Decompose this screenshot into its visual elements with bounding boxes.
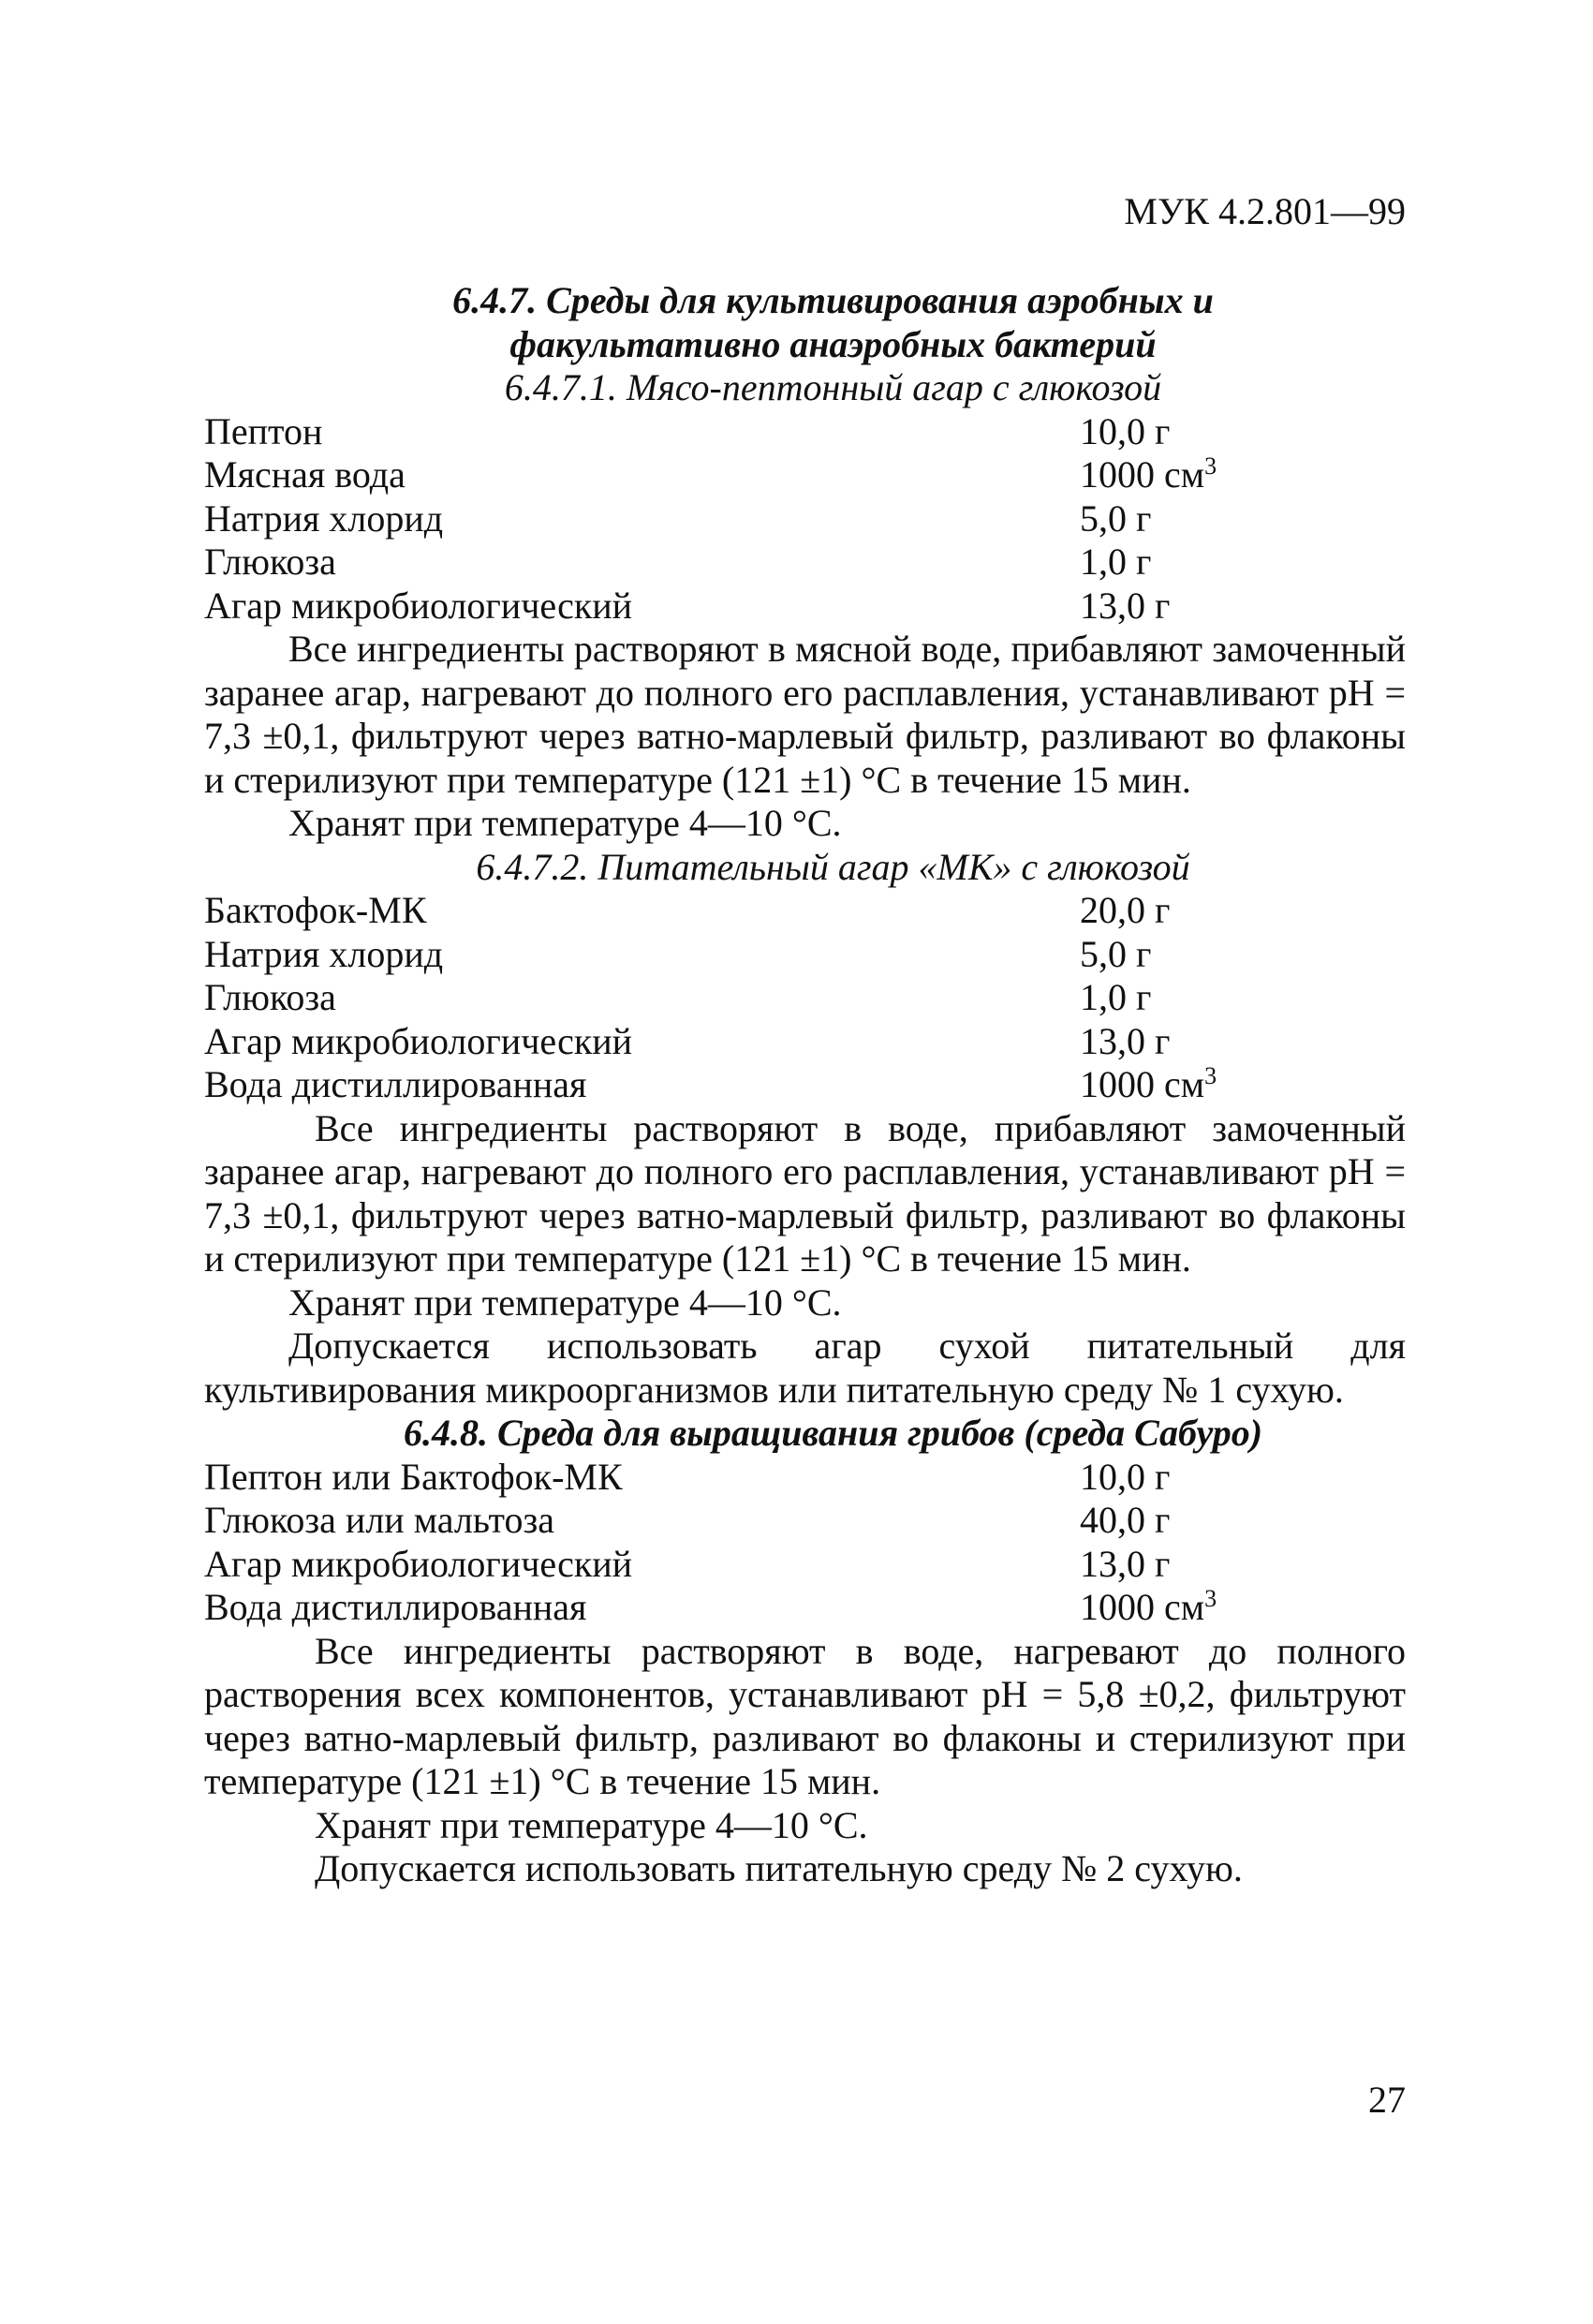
ingredient-qty: 10,0 г (1080, 409, 1171, 452)
ingredient-row (204, 453, 1406, 497)
ingredient-name: Агар микробиологический (204, 584, 633, 627)
qty-value: 1000 см (1080, 453, 1205, 496)
ingredient-name: Вода дистиллированная (204, 1063, 587, 1105)
note-paragraph: Допускается использовать агар сухой питательный для культивирования микроорганизмов или питательную среду № 1 сухую. (204, 1325, 1406, 1411)
ingredient-row (204, 1499, 1406, 1543)
ingredient-qty: 20,0 г (1080, 889, 1171, 931)
ingredient-qty: 13,0 г (1080, 1019, 1171, 1062)
ingredient-name: Пептон или Бактофок-МК (204, 1455, 623, 1498)
ingredient-list (204, 1456, 1406, 1630)
ingredient-qty: 13,0 г (1080, 584, 1171, 627)
ingredient-name: Агар микробиологический (204, 1542, 633, 1585)
ingredient-name: Глюкоза (204, 540, 336, 583)
ingredient-row (204, 1020, 1406, 1064)
ingredient-row (204, 1543, 1406, 1587)
document-code: МУК 4.2.801—99 (1124, 190, 1406, 232)
ingredient-row (204, 889, 1406, 933)
preparation-paragraph: Все ингредиенты растворяют в мясной воде, прибавляют замоченный заранее агар, нагревают до полного его расплавления, устанавливают pH = 7,3 ±0,1, фильтруют через ватно-марлевый фильтр, разливают во флаконы и стерилизуют при температуре (121 ±1) °С в течение 15 мин. (204, 628, 1406, 801)
subsection-title: 6.4.7.2. Питательный агар «МК» с глюкозой (476, 845, 1190, 888)
ingredient-name: Натрия хлорид (204, 932, 444, 975)
ingredient-name: Бактофок-МК (204, 889, 427, 931)
ingredient-row (204, 540, 1406, 585)
ingredient-name: Натрия хлорид (204, 496, 444, 540)
qty-value: 1000 см (1080, 1063, 1205, 1105)
subsection-title: 6.4.7.1. Мясо-пептонный агар с глюкозой (504, 366, 1162, 408)
section-title: 6.4.8. Среда для выращивания грибов (среда Сабуро) (403, 1412, 1263, 1454)
ingredient-name: Мясная вода (204, 453, 406, 496)
ingredient-qty (1080, 1063, 1217, 1107)
storage-text: Хранят при температуре 4—10 °С. (288, 1280, 842, 1324)
ingredient-qty: 10,0 г (1080, 1455, 1171, 1498)
ingredient-qty: 13,0 г (1080, 1542, 1171, 1585)
ingredient-row (204, 976, 1406, 1020)
ingredient-qty: 5,0 г (1080, 932, 1152, 975)
ingredient-list (204, 889, 1406, 1107)
preparation-paragraph: Все ингредиенты растворяют в воде, прибавляют замоченный заранее агар, нагревают до полного его расплавления, устанавливают pH = 7,3 ±0,1, фильтруют через ватно-марлевый фильтр, разливают во флаконы и стерилизуют при температуре (121 ±1) °С в течение 15 мин. (204, 1106, 1406, 1280)
ingredient-list (204, 410, 1406, 629)
section-title: 6.4.7. Среды для культивирования аэробных и (452, 279, 1214, 321)
ingredient-row (204, 1063, 1406, 1107)
ingredient-name: Агар микробиологический (204, 1019, 633, 1062)
ingredient-name: Глюкоза (204, 976, 336, 1018)
ingredient-qty (1080, 1586, 1217, 1630)
note-text: Допускается использовать питательную среду № 2 сухую. (315, 1847, 1243, 1889)
ingredient-qty: 5,0 г (1080, 496, 1152, 540)
page-content (204, 279, 1406, 1891)
ingredient-row (204, 1586, 1406, 1630)
ingredient-row (204, 933, 1406, 977)
qty-exponent: 3 (1204, 1062, 1217, 1089)
section-title-continued: факультативно анаэробных бактерий (509, 322, 1157, 365)
storage-text: Хранят при температуре 4—10 °С. (315, 1803, 868, 1846)
ingredient-name: Вода дистиллированная (204, 1586, 587, 1628)
ingredient-qty (1080, 453, 1217, 497)
preparation-paragraph: Все ингредиенты растворяют в воде, нагревают до полного растворения всех компонентов, устанавливают pH = 5,8 ±0,2, фильтруют через ватно-марлевый фильтр, разливают во флаконы и стерилизуют при температуре (121 ±1) °С в течение 15 мин. (204, 1629, 1406, 1802)
ingredient-qty: 40,0 г (1080, 1499, 1171, 1541)
ingredient-row (204, 410, 1406, 454)
qty-value: 1000 см (1080, 1586, 1205, 1628)
ingredient-row (204, 585, 1406, 629)
page-number: 27 (1368, 2079, 1406, 2121)
ingredient-qty: 1,0 г (1080, 976, 1152, 1018)
ingredient-row (204, 1456, 1406, 1500)
qty-exponent: 3 (1204, 1585, 1217, 1612)
ingredient-name: Пептон (204, 409, 323, 452)
qty-exponent: 3 (1204, 452, 1217, 480)
ingredient-name: Глюкоза или мальтоза (204, 1499, 555, 1541)
ingredient-qty: 1,0 г (1080, 540, 1152, 583)
storage-text: Хранят при температуре 4—10 °С. (288, 802, 842, 844)
ingredient-row (204, 497, 1406, 541)
